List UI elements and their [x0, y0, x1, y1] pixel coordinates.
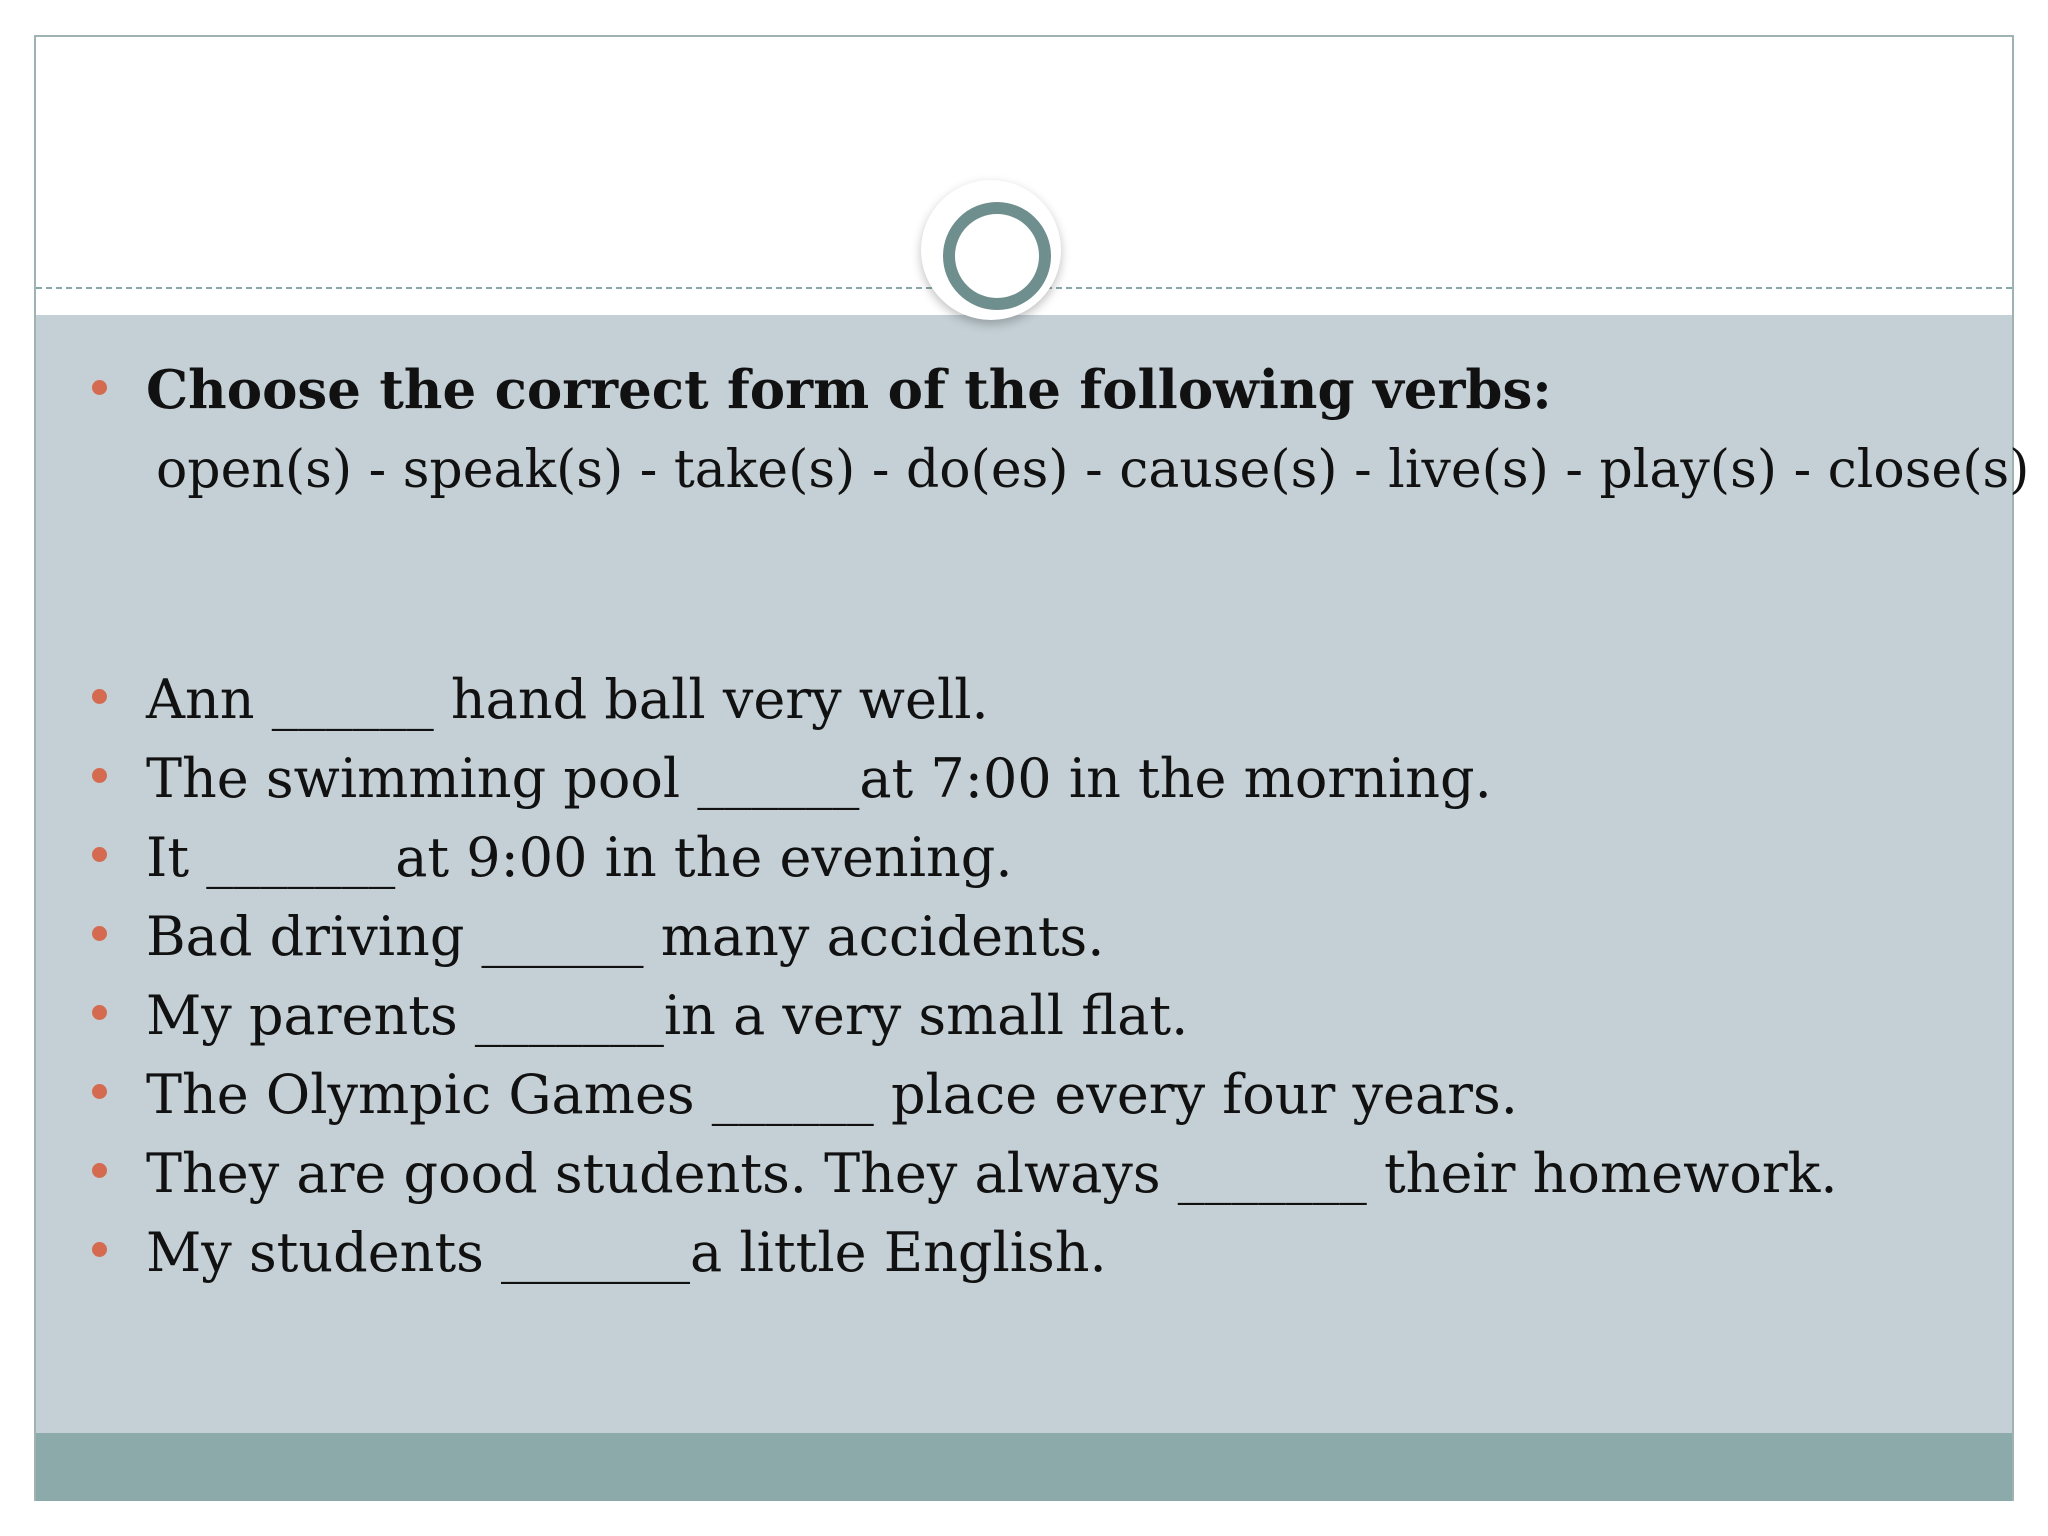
spacer: [88, 510, 1988, 660]
sentence-item: [88, 739, 1988, 818]
bullet-icon: [92, 926, 107, 941]
sentence-text: They are good students. They always _______ their homework.: [146, 1142, 1838, 1205]
instruction-item: [88, 350, 1988, 430]
instruction-title: Choose the correct form of the following verbs:: [146, 359, 1552, 421]
sentence-item: [88, 660, 1988, 739]
verb-list: open(s) - speak(s) - take(s) - do(es) - cause(s) - live(s) - play(s) - close(s): [156, 440, 2030, 500]
sentence-text: The swimming pool ______at 7:00 in the morning.: [146, 747, 1492, 810]
sentence-item: [88, 1055, 1988, 1134]
bullet-icon: [92, 1242, 107, 1257]
sentence-item: [88, 1213, 1988, 1292]
bullet-icon: [92, 1163, 107, 1178]
sentence-text: My students _______a little English.: [146, 1221, 1107, 1284]
bullet-icon: [92, 380, 107, 395]
sentence-item: [88, 818, 1988, 897]
bullet-icon: [92, 1005, 107, 1020]
sentence-item: [88, 897, 1988, 976]
sentence-item: [88, 1134, 1988, 1213]
sentence-text: Ann ______ hand ball very well.: [146, 668, 989, 731]
sentence-text: It _______at 9:00 in the evening.: [146, 826, 1013, 889]
bullet-icon: [92, 1084, 107, 1099]
sentence-item: [88, 976, 1988, 1055]
bullet-icon: [92, 847, 107, 862]
ring-icon: [943, 202, 1051, 310]
bullet-icon: [92, 768, 107, 783]
sentence-text: Bad driving ______ many accidents.: [146, 905, 1105, 968]
sentence-text: The Olympic Games ______ place every four years.: [146, 1063, 1518, 1126]
sentence-text: My parents _______in a very small flat.: [146, 984, 1189, 1047]
slide-content: [88, 350, 2030, 1292]
footer-band: [36, 1433, 2012, 1501]
bullet-icon: [92, 689, 107, 704]
circle-ornament-icon: [921, 180, 1061, 320]
sentence-list: [88, 660, 1988, 1292]
